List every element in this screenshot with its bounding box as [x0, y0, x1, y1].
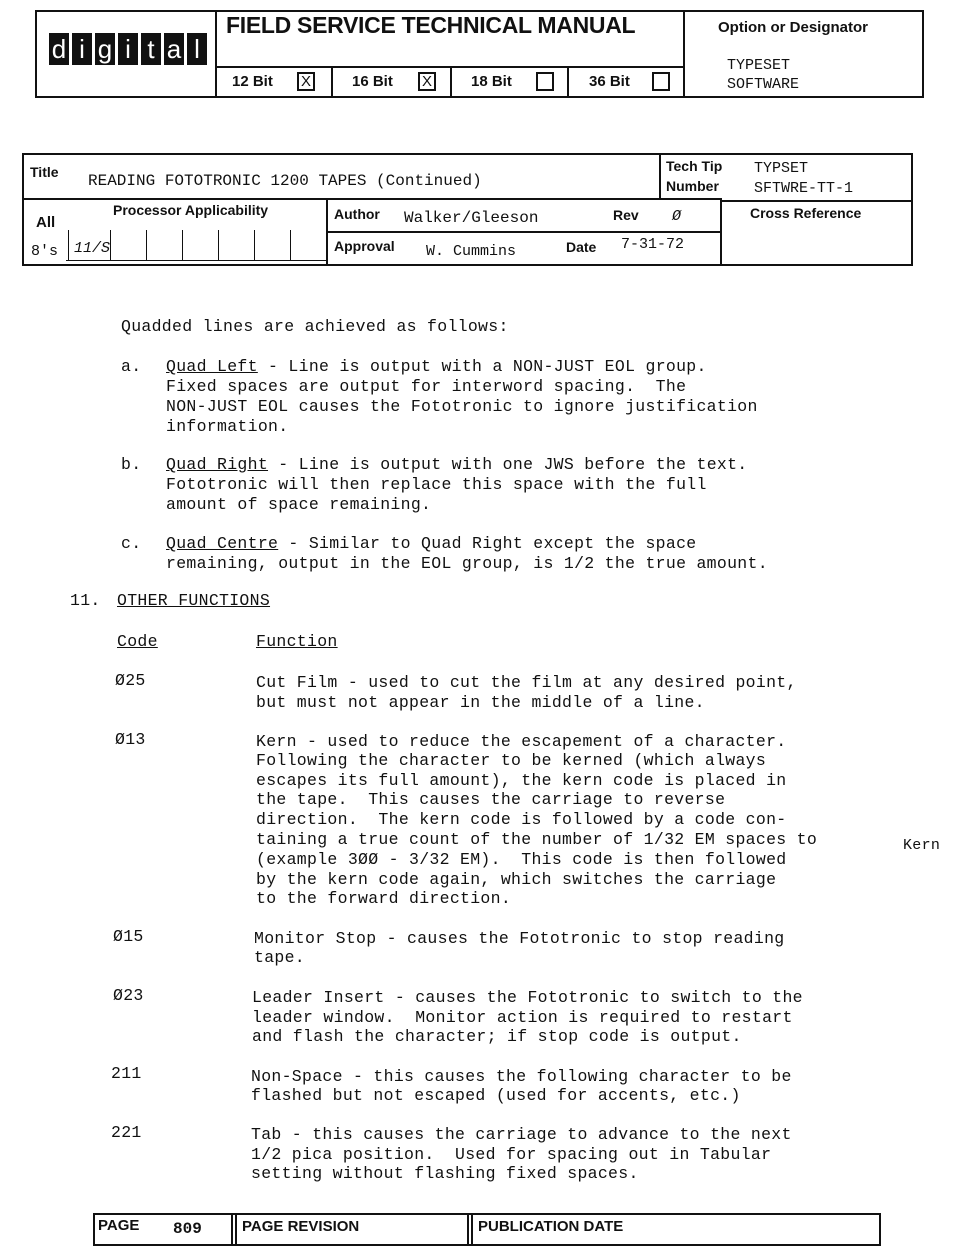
- quad-right-item: [166, 455, 748, 475]
- processor-label: Processor Applicability: [113, 202, 269, 218]
- footer-pubdate-label: PUBLICATION DATE: [478, 1218, 624, 1235]
- column-header-code: Code: [117, 632, 158, 651]
- function-line: flashed but not escaped (used for accents, etc.): [251, 1086, 741, 1105]
- logo-letter: g: [95, 33, 115, 65]
- author-label: Author: [334, 206, 380, 222]
- bit-36-label: 36 Bit: [589, 73, 630, 90]
- function-line: Leader Insert - causes the Fototronic to switch to the: [252, 988, 803, 1007]
- all-label: All: [36, 214, 56, 231]
- approval-label: Approval: [334, 238, 395, 254]
- function-line: to the forward direction.: [256, 889, 512, 908]
- option-label: Option or Designator: [718, 19, 868, 36]
- rev-value: Ø: [672, 208, 682, 225]
- logo-letter: i: [72, 33, 92, 65]
- margin-note: Kern: [903, 837, 941, 854]
- header-divider-logo: [215, 10, 217, 98]
- function-line: 1/2 pica position. Used for spacing out in Tabular: [251, 1145, 772, 1164]
- function-line: setting without flashing fixed spaces.: [251, 1164, 639, 1183]
- function-line: Non-Space - this causes the following character to be: [251, 1067, 792, 1086]
- date-label: Date: [566, 239, 597, 255]
- item-line: NON-JUST EOL causes the Fototronic to ignore justification: [166, 397, 758, 416]
- item-line: remaining, output in the EOL group, is 1/2 the true amount.: [166, 554, 768, 573]
- function-line: Following the character to be kerned (which always: [256, 751, 767, 770]
- function-line: direction. The kern code is followed by a code con-: [256, 810, 787, 829]
- function-line: but must not appear in the middle of a line.: [256, 693, 705, 712]
- bits-divider-3: [567, 66, 569, 98]
- logo-letter: i: [118, 33, 138, 65]
- function-code: 211: [111, 1064, 142, 1083]
- footer-divider-1b: [235, 1213, 237, 1246]
- section-number: 11.: [70, 591, 101, 610]
- item-heading: Quad Right: [166, 455, 269, 474]
- item-line: - Line is output with one JWS before the text.: [268, 455, 748, 474]
- bit-18-checkbox: [536, 72, 554, 91]
- info-crossref-rule: [720, 200, 913, 202]
- processor-tick: [182, 230, 183, 260]
- intro-text: Quadded lines are achieved as follows:: [121, 317, 509, 336]
- quad-centre-item: [166, 534, 696, 554]
- info-techtip-divider: [659, 153, 661, 200]
- function-line: taining a true count of the number of 1/32 EM spaces to: [256, 830, 818, 849]
- techtip-label-2: Number: [666, 178, 719, 194]
- function-line: tape.: [254, 948, 306, 967]
- logo-letter: l: [187, 33, 207, 65]
- info-approval-rule: [326, 231, 721, 233]
- bit-12-label: 12 Bit: [232, 73, 273, 90]
- rev-label: Rev: [613, 207, 639, 223]
- function-line: Kern - used to reduce the escapement of a character.: [256, 732, 787, 751]
- info-title-rule: [22, 198, 722, 200]
- all-value: 8's: [31, 243, 59, 260]
- digital-logo: [49, 33, 207, 65]
- footer-page-value: 809: [173, 1220, 202, 1238]
- processor-tick: [254, 230, 255, 260]
- techtip-value-2: SFTWRE-TT-1: [754, 180, 854, 197]
- bit-18-label: 18 Bit: [471, 73, 512, 90]
- function-code: Ø23: [113, 986, 144, 1005]
- processor-tick: [218, 230, 219, 260]
- function-line: and flash the character; if stop code is output.: [252, 1027, 742, 1046]
- footer-page-label: PAGE: [98, 1217, 140, 1234]
- function-code: Ø25: [115, 671, 146, 690]
- techtip-label-1: Tech Tip: [666, 158, 723, 174]
- processor-tick: [68, 230, 69, 260]
- processor-mark: 11/S: [74, 240, 111, 257]
- function-line: (example 3ØØ - 3/32 EM). This code is then followed: [256, 850, 787, 869]
- item-heading: Quad Centre: [166, 534, 279, 553]
- option-value-line2: SOFTWARE: [727, 76, 800, 93]
- logo-letter: d: [49, 33, 69, 65]
- function-line: Cut Film - used to cut the film at any desired point,: [256, 673, 797, 692]
- item-line: - Similar to Quad Right except the space: [278, 534, 697, 553]
- item-line: information.: [166, 417, 289, 436]
- bit-16-checkbox: X: [418, 72, 436, 91]
- function-line: escapes its full amount), the kern code is placed in: [256, 771, 787, 790]
- info-crossref-divider: [720, 200, 722, 266]
- item-line: Fototronic will then replace this space with the full: [166, 475, 707, 494]
- title-value: READING FOTOTRONIC 1200 TAPES (Continued): [88, 172, 482, 190]
- function-line: leader window. Monitor action is required to restart: [252, 1008, 793, 1027]
- function-line: Monitor Stop - causes the Fototronic to stop reading: [254, 929, 785, 948]
- bits-divider-1: [331, 66, 333, 98]
- item-letter: b.: [121, 455, 142, 474]
- column-header-function: Function: [256, 632, 338, 651]
- logo-letter: t: [141, 33, 161, 65]
- processor-tick: [110, 230, 111, 260]
- author-value: Walker/Gleeson: [404, 209, 539, 227]
- footer-divider-2: [467, 1213, 469, 1246]
- option-value-line1: TYPESET: [727, 57, 791, 74]
- footer-divider-2b: [471, 1213, 473, 1246]
- bit-36-checkbox: [652, 72, 670, 91]
- function-code: Ø13: [115, 730, 146, 749]
- section-title: OTHER FUNCTIONS: [117, 591, 271, 610]
- techtip-value-1: TYPSET: [754, 160, 809, 177]
- logo-letter: a: [164, 33, 184, 65]
- function-line: by the kern code again, which switches the carriage: [256, 870, 777, 889]
- item-heading: Quad Left: [166, 357, 258, 376]
- manual-title: FIELD SERVICE TECHNICAL MANUAL: [226, 12, 636, 38]
- item-letter: a.: [121, 357, 142, 376]
- function-line: the tape. This causes the carriage to reverse: [256, 790, 726, 809]
- date-value: 7-31-72: [621, 236, 685, 253]
- processor-tick: [146, 230, 147, 260]
- title-label: Title: [30, 164, 59, 180]
- item-line: - Line is output with a NON-JUST EOL group.: [257, 357, 707, 376]
- approval-value: W. Cummins: [426, 243, 517, 260]
- footer-revision-label: PAGE REVISION: [242, 1218, 360, 1235]
- item-line: Fixed spaces are output for interword spacing. The: [166, 377, 687, 396]
- function-code: Ø15: [113, 927, 144, 946]
- function-code: 221: [111, 1123, 142, 1142]
- processor-tick: [290, 230, 291, 260]
- item-letter: c.: [121, 534, 142, 553]
- header-divider-option: [683, 10, 685, 98]
- footer-divider-1: [231, 1213, 233, 1246]
- item-line: amount of space remaining.: [166, 495, 432, 514]
- bits-divider-2: [450, 66, 452, 98]
- bit-12-checkbox: X: [297, 72, 315, 91]
- processor-baseline: [66, 260, 326, 261]
- quad-left-item: [166, 357, 707, 377]
- crossref-label: Cross Reference: [750, 205, 862, 221]
- bit-16-label: 16 Bit: [352, 73, 393, 90]
- function-line: Tab - this causes the carriage to advance to the next: [251, 1125, 792, 1144]
